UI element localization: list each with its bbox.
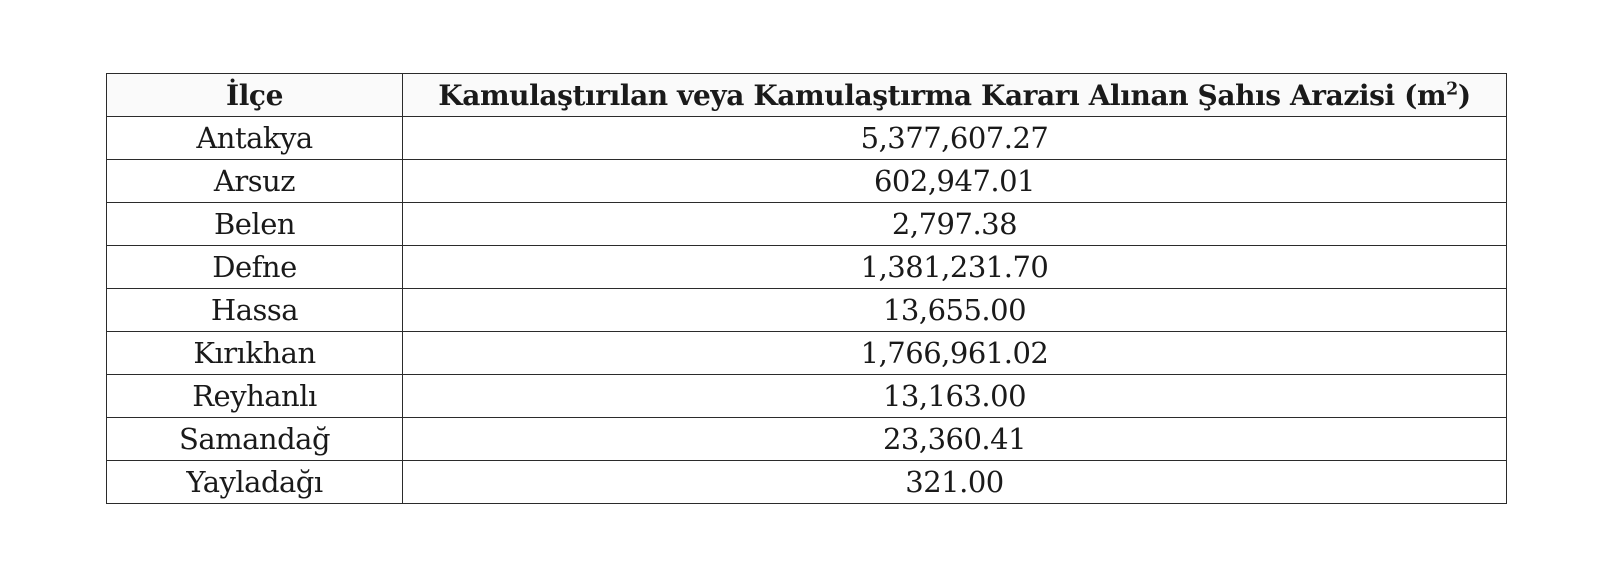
table-row [107,117,1507,160]
table-row [107,332,1507,375]
table-row [107,203,1507,246]
table-row [107,160,1507,203]
area-cell: 5,377,607.27 [403,117,1507,160]
area-header-superscript: 2 [1446,79,1458,100]
area-cell: 602,947.01 [403,160,1507,203]
district-cell: Belen [107,203,403,246]
area-column-header [403,74,1507,117]
area-cell: 1,381,231.70 [403,246,1507,289]
district-column-header: İlçe [107,74,403,117]
area-cell: 13,655.00 [403,289,1507,332]
area-header-text: Kamulaştırılan veya Kamulaştırma Kararı Alınan Şahıs Arazisi (m [438,78,1447,112]
district-cell: Reyhanlı [107,375,403,418]
area-cell: 13,163.00 [403,375,1507,418]
area-cell: 23,360.41 [403,418,1507,461]
district-cell: Samandağ [107,418,403,461]
district-cell: Antakya [107,117,403,160]
area-cell: 1,766,961.02 [403,332,1507,375]
district-cell: Yayladağı [107,461,403,504]
table-row [107,418,1507,461]
table-row [107,375,1507,418]
table-row [107,461,1507,504]
area-header-close: ) [1457,78,1471,112]
table-row [107,289,1507,332]
table-header-row [107,74,1507,117]
district-cell: Kırıkhan [107,332,403,375]
area-cell: 2,797.38 [403,203,1507,246]
district-cell: Arsuz [107,160,403,203]
table-row [107,246,1507,289]
district-cell: Hassa [107,289,403,332]
expropriation-table [106,73,1507,504]
district-cell: Defne [107,246,403,289]
area-cell: 321.00 [403,461,1507,504]
